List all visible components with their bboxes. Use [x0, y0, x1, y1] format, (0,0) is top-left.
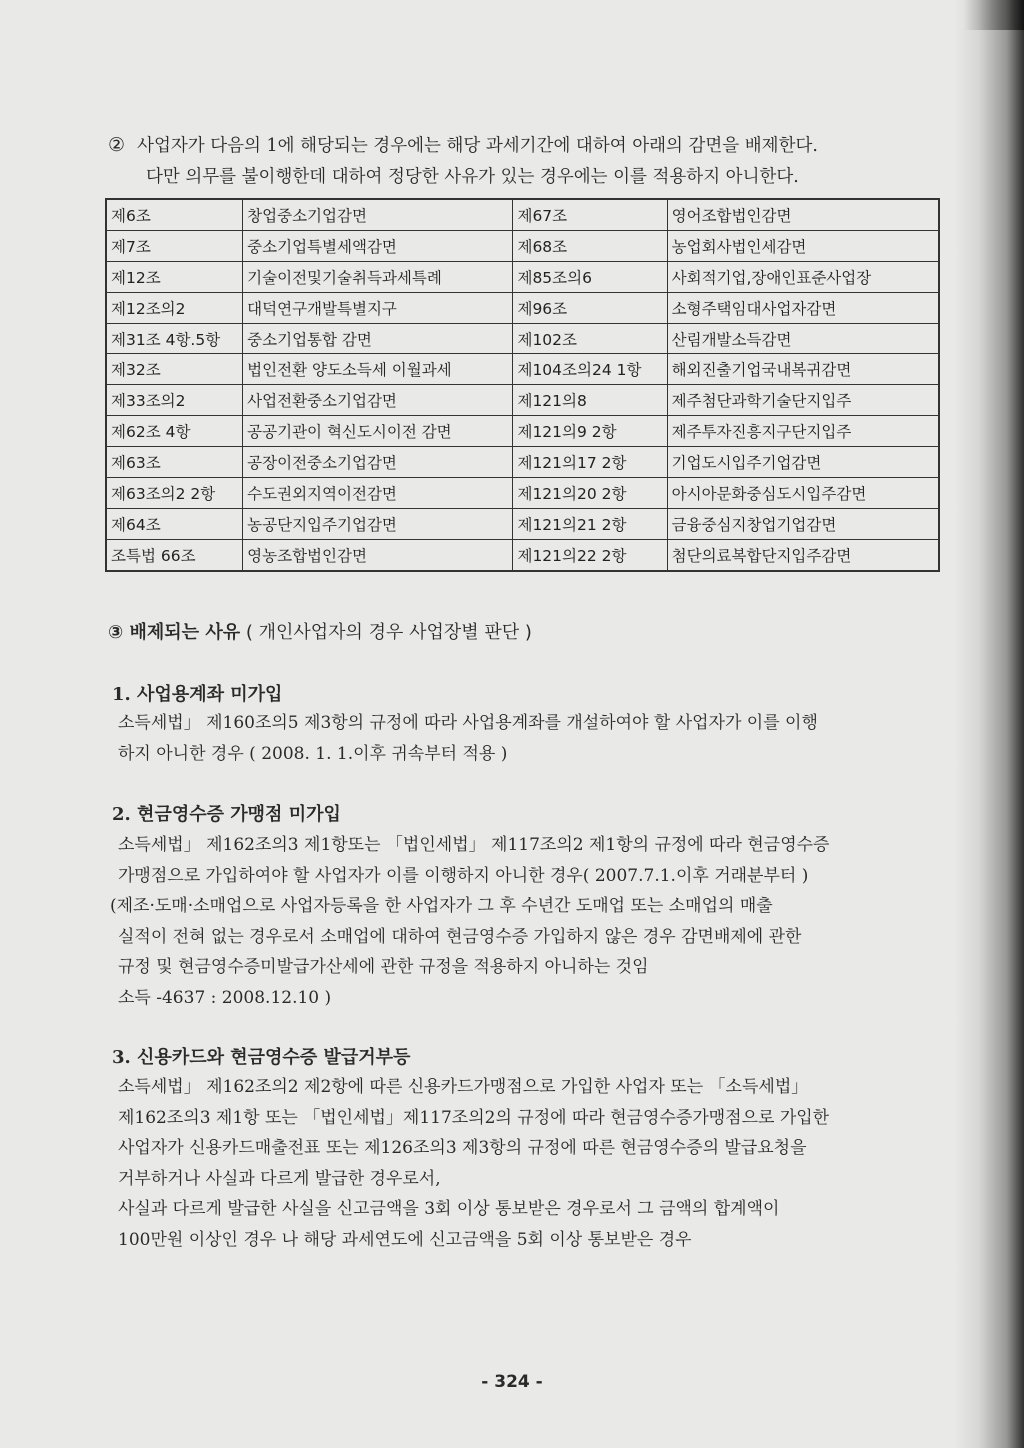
exemption-cell: 제주첨단과학기술단지입주 [667, 385, 939, 416]
scan-edge-shadow [954, 0, 1024, 1448]
table-row [106, 230, 939, 261]
article-cell: 제63조 [106, 447, 243, 478]
scan-corner-shadow [964, 0, 1024, 30]
item-3-line: 거부하거나 사실과 다르게 발급한 경우로서, [118, 1168, 441, 1189]
article-cell: 제121의20 2항 [513, 478, 667, 509]
article-cell: 제31조 4항.5항 [106, 323, 243, 354]
table-row [106, 508, 939, 539]
article-cell: 제121의21 2항 [513, 508, 667, 539]
item-2-title: 2. 현금영수증 가맹점 미가입 [112, 804, 341, 825]
article-cell: 제64조 [106, 508, 243, 539]
article-cell: 제12조의2 [106, 292, 243, 323]
section-3-note: ( 개인사업자의 경우 사업장별 판단 ) [245, 622, 532, 643]
article-cell: 제33조의2 [106, 385, 243, 416]
exemption-cell: 공공기관이 혁신도시이전 감면 [243, 416, 513, 447]
item-2-line: 소득세법」 제162조의3 제1항또는 「법인세법」 제117조의2 제1항의 규정에 따라 현금영수증 [118, 835, 830, 855]
item-3-line: 사업자가 신용카드매출전표 또는 제126조의3 제3항의 규정에 따른 현금영수증의 발급요청을 [118, 1138, 807, 1158]
item-3-line: 100만원 이상인 경우 나 해당 과세연도에 신고금액을 5회 이상 통보받은 경우 [118, 1229, 692, 1250]
exemption-cell: 수도권외지역이전감면 [243, 478, 513, 509]
article-cell: 제121의22 2항 [513, 539, 667, 570]
exemption-cell: 제주투자진흥지구단지입주 [667, 416, 939, 447]
exemption-cell: 기술이전및기술취득과세특례 [243, 261, 513, 292]
exemption-cell: 공장이전중소기업감면 [243, 447, 513, 478]
exemption-cell: 대덕연구개발특별지구 [243, 292, 513, 323]
table-row [106, 447, 939, 478]
exemption-table [105, 198, 940, 572]
article-cell: 제7조 [106, 230, 243, 261]
exemption-cell: 사회적기업,장애인표준사업장 [667, 261, 939, 292]
table-row [106, 539, 939, 570]
exemption-cell: 산림개발소득감면 [667, 323, 939, 354]
article-cell: 제102조 [513, 323, 667, 354]
item-3-body [118, 1072, 944, 1255]
article-cell: 제6조 [106, 199, 243, 230]
circled-number: ② [108, 134, 126, 156]
article-cell: 제121의9 2항 [513, 416, 667, 447]
article-cell: 제96조 [513, 292, 667, 323]
table-row [106, 385, 939, 416]
item-3-title: 3. 신용카드와 현금영수증 발급거부등 [112, 1047, 411, 1068]
item-1-line: 소득세법」 제160조의5 제3항의 규정에 따라 사업용계좌를 개설하여야 할 사업자가 이를 이행 [118, 713, 818, 733]
intro-line-1: ② 사업자가 다음의 1에 해당되는 경우에는 해당 과세기간에 대하여 아래의 감면을 배제한다. [108, 134, 818, 156]
article-cell: 조특법 66조 [106, 539, 243, 570]
exemption-cell: 해외진출기업국내복귀감면 [667, 354, 939, 385]
item-3-line: 소득세법」 제162조의2 제2항에 따른 신용카드가맹점으로 가입한 사업자 또는 「소득세법」 [118, 1077, 809, 1097]
intro-line-2: 다만 의무를 불이행한데 대하여 정당한 사유가 있는 경우에는 이를 적용하지 아니한다. [146, 167, 799, 187]
item-2-line: 가맹점으로 가입하여야 할 사업자가 이를 이행하지 아니한 경우( 2007.7.1.이후 거래분부터 ) [118, 865, 809, 886]
item-2-line: 소득 -4637 : 2008.12.10 ) [118, 987, 332, 1008]
table-row [106, 478, 939, 509]
item-3-line: 사실과 다르게 발급한 사실을 신고금액을 3회 이상 통보받은 경우로서 그 금액의 합계액이 [118, 1199, 780, 1219]
section-3-title: ③ 배제되는 사유 [108, 622, 241, 643]
item-2-line: 실적이 전혀 없는 경우로서 소매업에 대하여 현금영수증 가입하지 않은 경우 감면배제에 관한 [118, 926, 802, 947]
exemption-cell: 영어조합법인감면 [667, 199, 939, 230]
exemption-cell: 금융중심지창업기업감면 [667, 508, 939, 539]
exemption-cell: 농업회사법인세감면 [667, 230, 939, 261]
article-cell: 제104조의24 1항 [513, 354, 667, 385]
article-cell: 제32조 [106, 354, 243, 385]
intro-paragraph [108, 130, 948, 193]
article-cell: 제85조의6 [513, 261, 667, 292]
table-row [106, 416, 939, 447]
item-2-line: 규정 및 현금영수증미발급가산세에 관한 규정을 적용하지 아니하는 것임 [118, 957, 649, 977]
exemption-cell: 중소기업특별세액감면 [243, 230, 513, 261]
item-1-body [118, 708, 944, 769]
exemption-cell: 아시아문화중심도시입주감면 [667, 478, 939, 509]
exemption-cell: 첨단의료복합단지입주감면 [667, 539, 939, 570]
article-cell: 제121의8 [513, 385, 667, 416]
exemption-cell: 중소기업통합 감면 [243, 323, 513, 354]
article-cell: 제63조의2 2항 [106, 478, 243, 509]
item-2-line: (제조·도매·소매업으로 사업자등록을 한 사업자가 그 후 수년간 도매업 또는 소매업의 매출 [110, 896, 773, 916]
article-cell: 제67조 [513, 199, 667, 230]
exemption-cell: 법인전환 양도소득세 이월과세 [243, 354, 513, 385]
table-row [106, 292, 939, 323]
article-cell: 제62조 4항 [106, 416, 243, 447]
article-cell: 제12조 [106, 261, 243, 292]
article-cell: 제121의17 2항 [513, 447, 667, 478]
item-3-line: 제162조의3 제1항 또는 「법인세법」제117조의2의 규정에 따라 현금영수증가맹점으로 가입한 [118, 1107, 830, 1128]
exemption-cell: 농공단지입주기업감면 [243, 508, 513, 539]
item-1-title: 1. 사업용계좌 미가입 [112, 684, 283, 705]
table-row [106, 354, 939, 385]
table-row [106, 261, 939, 292]
exemption-cell: 기업도시입주기업감면 [667, 447, 939, 478]
item-1-line: 하지 아니한 경우 ( 2008. 1. 1.이후 귀속부터 적용 ) [118, 743, 508, 764]
exemption-cell: 소형주택임대사업자감면 [667, 292, 939, 323]
exemption-cell: 사업전환중소기업감면 [243, 385, 513, 416]
exemption-cell: 영농조합법인감면 [243, 539, 513, 570]
article-cell: 제68조 [513, 230, 667, 261]
table-row [106, 199, 939, 230]
section-3-heading [108, 618, 532, 644]
exemption-cell: 창업중소기업감면 [243, 199, 513, 230]
table-row [106, 323, 939, 354]
page-number: - 324 - [481, 1372, 543, 1392]
item-2-body [110, 830, 944, 1013]
